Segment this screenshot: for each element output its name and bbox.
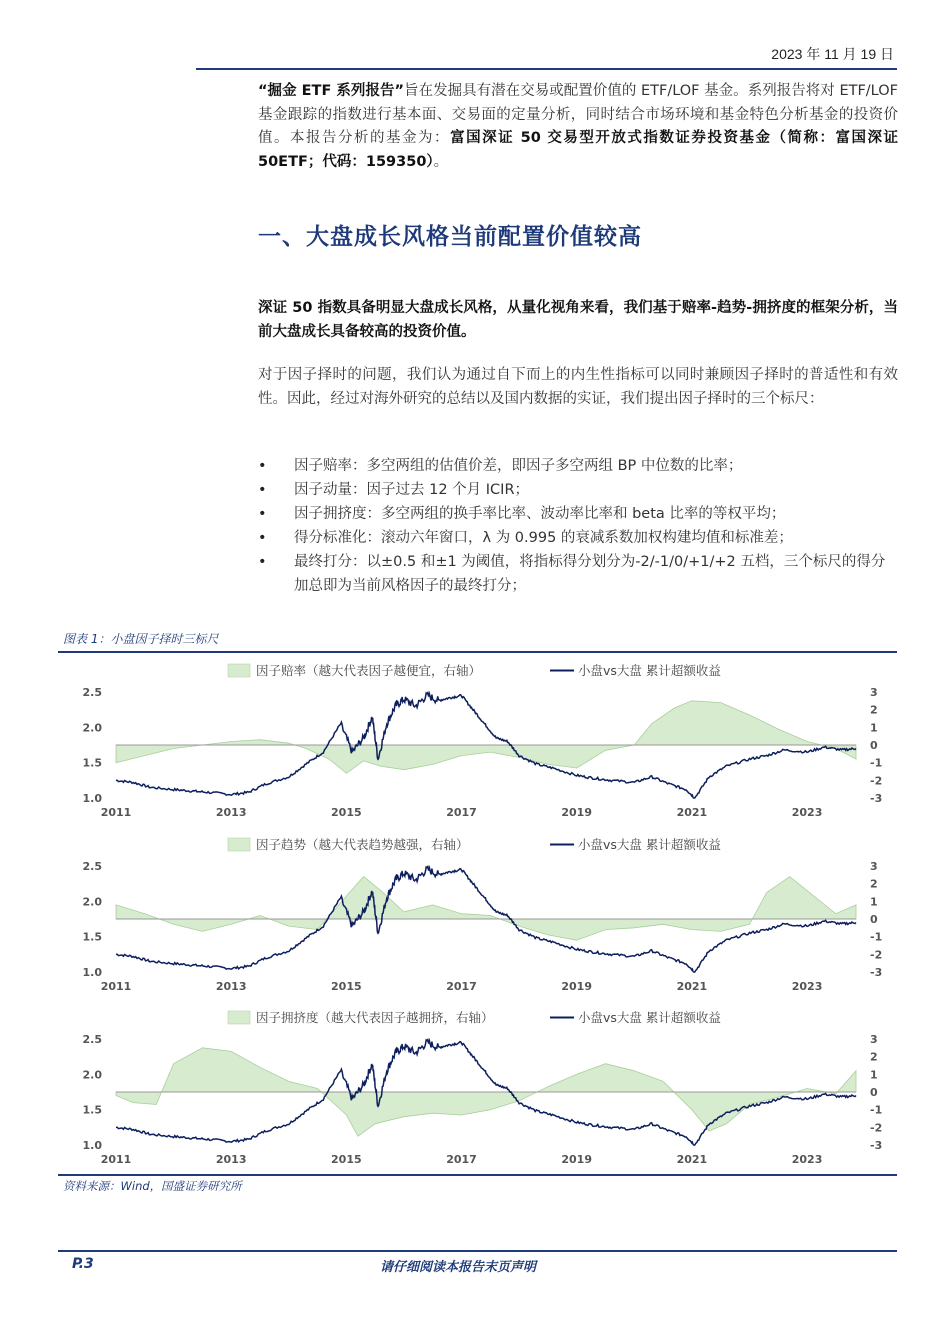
legend-line-label: 小盘vs大盘 累计超额收益 (578, 663, 721, 678)
right-axis-tick: 0 (870, 913, 878, 926)
bullet-item: • 因子动量：因子过去 12 个月 ICIR； (258, 479, 898, 503)
x-axis-tick: 2017 (446, 980, 477, 993)
footer-rule (58, 1250, 897, 1252)
left-axis-tick: 2.5 (82, 1033, 102, 1046)
left-axis-tick: 1.5 (82, 1103, 102, 1117)
left-axis-tick: 1.0 (82, 966, 102, 979)
x-axis-tick: 2011 (100, 1153, 132, 1166)
header-rule (196, 68, 897, 70)
x-axis-tick: 2019 (561, 1153, 593, 1166)
x-axis-tick: 2015 (331, 980, 362, 993)
right-axis-tick: 3 (870, 686, 878, 699)
left-axis-tick: 2.5 (82, 686, 102, 699)
body-paragraph: 对于因子择时的问题，我们认为通过自下而上的内生性指标可以同时兼顾因子择时的普适性和有效性。因此，经过对海外研究的总结以及国内数据的实证，我们提出因子择时的三个标尺： (258, 367, 898, 407)
left-axis-tick: 2.0 (82, 1068, 102, 1082)
x-axis-tick: 2023 (791, 980, 823, 993)
left-axis-tick: 2.0 (82, 895, 102, 909)
legend-area-label: 因子赔率（越大代表因子越便宜，右轴） (256, 663, 482, 678)
legend-line-label: 小盘vs大盘 累计超额收益 (578, 1010, 721, 1025)
right-axis-tick: 2 (870, 877, 878, 891)
bullet-list (258, 455, 898, 599)
x-axis-tick: 2017 (446, 1153, 477, 1166)
intro-series-name: “掘金 ETF 系列报告” (258, 83, 405, 99)
right-axis-tick: 1 (870, 721, 878, 735)
right-axis-tick: 0 (870, 1086, 878, 1099)
intro-paragraph (258, 80, 898, 174)
x-axis-tick: 2019 (561, 980, 593, 993)
right-axis-tick: 2 (870, 1050, 878, 1064)
x-axis-tick: 2015 (331, 1153, 362, 1166)
right-axis-tick: 3 (870, 1033, 878, 1046)
page-number: P.3 (72, 1256, 94, 1272)
right-axis-tick: -1 (870, 930, 883, 944)
x-axis-tick: 2021 (676, 1153, 708, 1166)
report-date: 2023 年 11 月 19 日 (771, 46, 894, 62)
legend-line-label: 小盘vs大盘 累计超额收益 (578, 837, 721, 852)
x-axis-tick: 2013 (215, 806, 247, 819)
figure-title: 图表 1：小盘因子择时三标尺 (63, 632, 219, 646)
intro-text: 旨在发掘具有潜在交易或配置价值的 ETF/LOF 基金。系列报告将对 ETF/LOF 基金跟踪的指数进行基本面、交易面的定量分析，同时结合市场环境和基金特色分析基金的投资价值。本报告分析的基金为： (258, 83, 898, 146)
right-axis-tick: -2 (870, 948, 883, 962)
x-axis-tick: 2013 (215, 1153, 247, 1166)
figure-source: 资料来源：Wind，国盛证券研究所 (63, 1179, 242, 1193)
x-axis-tick: 2019 (561, 806, 593, 819)
right-axis-tick: -3 (870, 1139, 883, 1152)
intro-period: 。 (433, 153, 449, 170)
right-axis-tick: -3 (870, 966, 883, 979)
left-axis-tick: 1.5 (82, 930, 102, 944)
right-axis-tick: -1 (870, 756, 883, 770)
right-axis-tick: -1 (870, 1103, 883, 1117)
bullet-item: • 因子赔率：多空两组的估值价差，即因子多空两组 BP 中位数的比率； (258, 455, 898, 479)
summary-paragraph: 深证 50 指数具备明显大盘成长风格，从量化视角来看，我们基于赔率-趋势-拥挤度的框架分析，当前大盘成长具备较高的投资价值。 (258, 300, 898, 340)
chart-legend (228, 663, 721, 678)
bullet-item: • 得分标准化：滚动六年窗口，λ 为 0.995 的衰减系数加权构建均值和标准差； (258, 527, 898, 551)
right-axis-tick: -2 (870, 1121, 883, 1135)
factor-score-area (116, 701, 856, 774)
left-axis-tick: 2.5 (82, 860, 102, 873)
legend-area-swatch (228, 664, 250, 677)
chart-factor-crowding (58, 1003, 898, 1171)
x-axis-tick: 2023 (791, 806, 823, 819)
chart-factor-valuation (58, 656, 898, 824)
x-axis-tick: 2017 (446, 806, 477, 819)
legend-area-label: 因子趋势（越大代表趋势越强，右轴） (256, 837, 469, 852)
legend-area-swatch (228, 838, 250, 851)
x-axis-tick: 2015 (331, 806, 362, 819)
right-axis-tick: -2 (870, 774, 883, 788)
right-axis-tick: 0 (870, 739, 878, 752)
legend-area-label: 因子拥挤度（越大代表因子越拥挤，右轴） (256, 1010, 494, 1025)
left-axis-tick: 1.0 (82, 792, 102, 805)
right-axis-tick: 1 (870, 1068, 878, 1082)
x-axis-tick: 2023 (791, 1153, 823, 1166)
bullet-item: • 最终打分：以±0.5 和±1 为阈值，将指标得分划分为-2/-1/0/+1/+2 五档，三个标尺的得分加总即为当前风格因子的最终打分； (258, 551, 898, 598)
footer-disclaimer: 请仔细阅读本报告末页声明 (380, 1260, 537, 1275)
x-axis-tick: 2011 (100, 806, 132, 819)
x-axis-tick: 2021 (676, 980, 708, 993)
x-axis-tick: 2013 (215, 980, 247, 993)
bullet-item: • 因子拥挤度：多空两组的换手率比率、波动率比率和 beta 比率的等权平均； (258, 503, 898, 527)
chart-legend (228, 1010, 721, 1025)
x-axis-tick: 2021 (676, 806, 708, 819)
section-title: 一、大盘成长风格当前配置价值较高 (258, 224, 642, 250)
factor-score-area (116, 877, 856, 941)
figure-top-rule (58, 651, 897, 653)
right-axis-tick: 2 (870, 703, 878, 717)
legend-area-swatch (228, 1011, 250, 1024)
left-axis-tick: 1.5 (82, 756, 102, 770)
intro-fund-name: 富国深证 50 交易型开放式指数证券投资基金（简称：富国深证 50ETF；代码：159350） (258, 130, 899, 170)
figure-bottom-rule (58, 1174, 897, 1176)
x-axis-tick: 2011 (100, 980, 132, 993)
right-axis-tick: 1 (870, 895, 878, 909)
chart-factor-trend (58, 830, 898, 998)
left-axis-tick: 1.0 (82, 1139, 102, 1152)
left-axis-tick: 2.0 (82, 721, 102, 735)
right-axis-tick: -3 (870, 792, 883, 805)
chart-legend (228, 837, 721, 852)
right-axis-tick: 3 (870, 860, 878, 873)
